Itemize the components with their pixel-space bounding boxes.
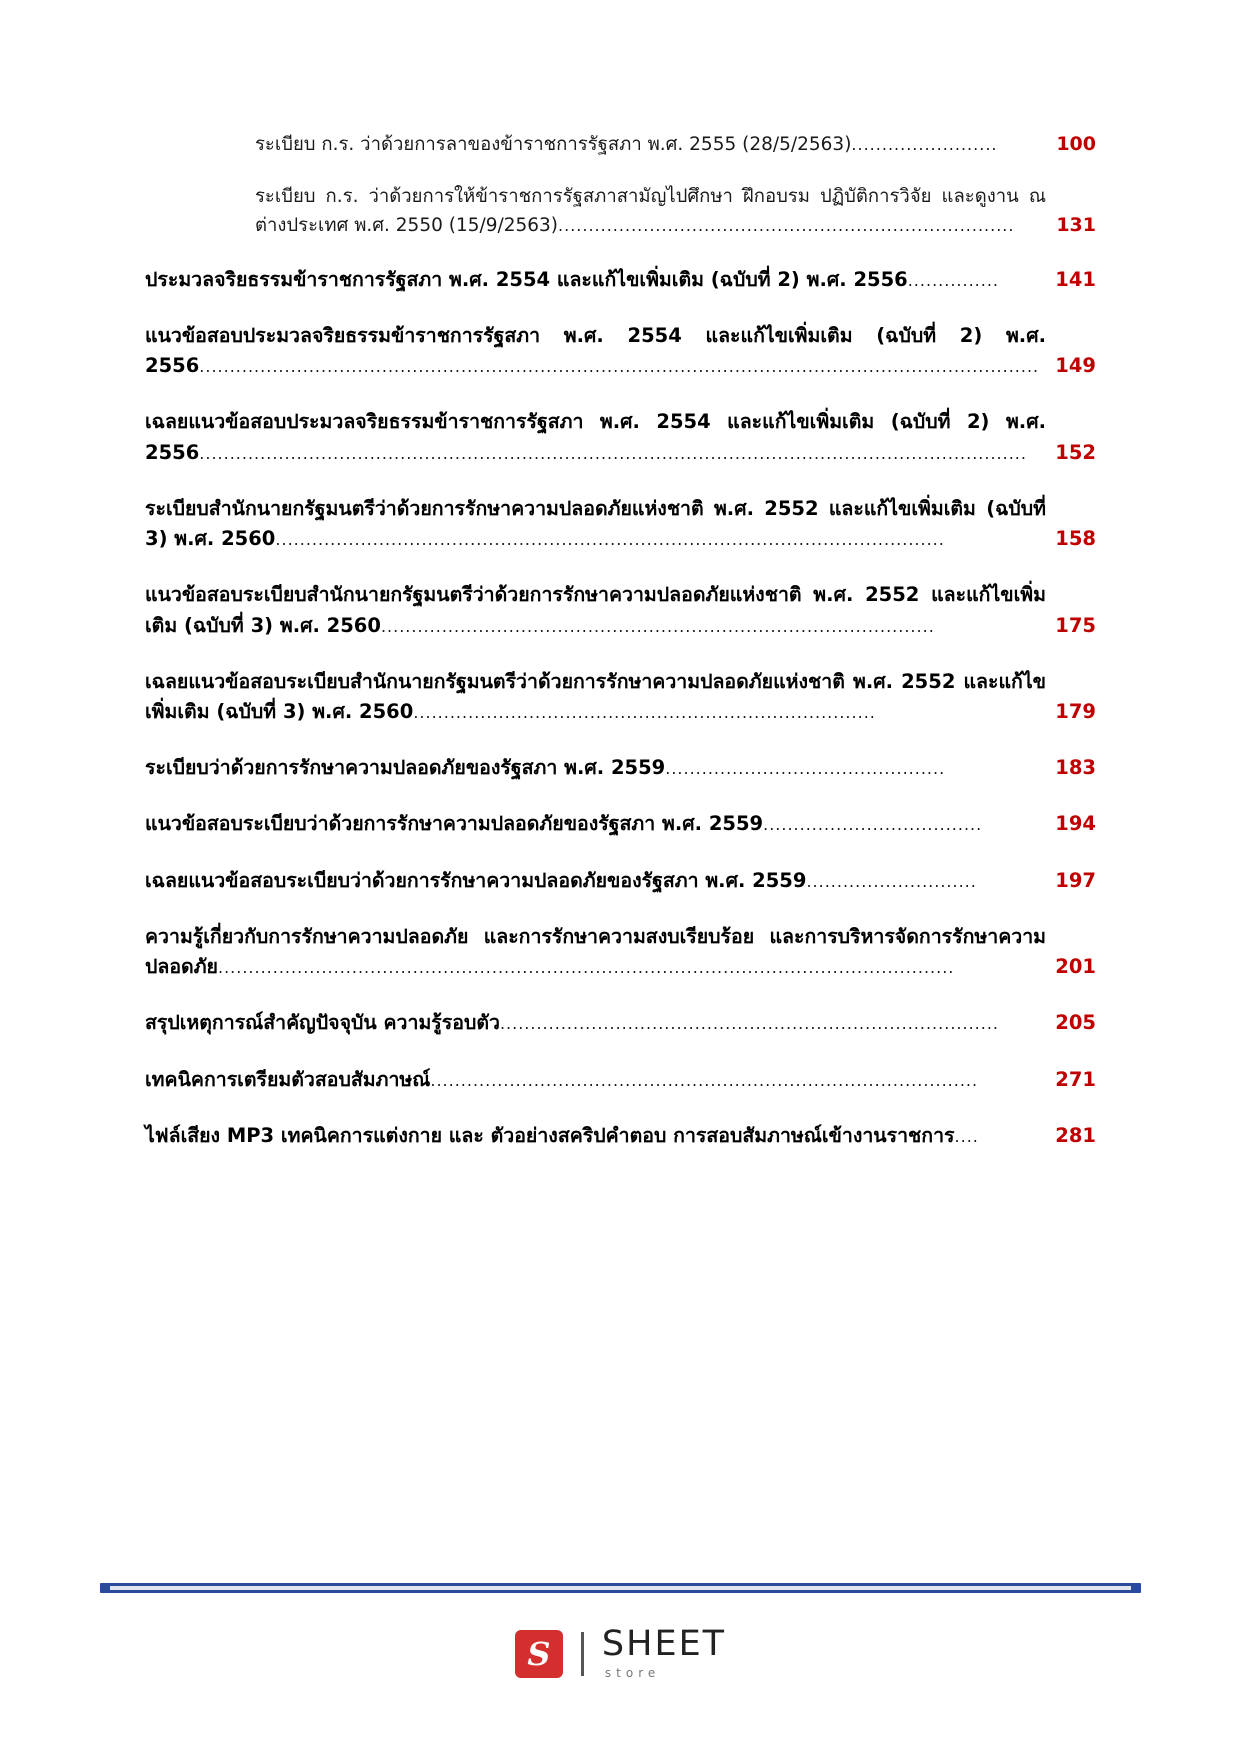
toc-entry-title: แนวข้อสอบระเบียบสำนักนายกรัฐมนตรีว่าด้วยการรักษาความปลอดภัยแห่งชาติ พ.ศ. 2552 และแก้ไขเพิ่มเติม (ฉบับที่ 3) พ.ศ. 2560	[145, 583, 1046, 637]
toc-leader-dots: ...........................................................................................	[380, 616, 935, 636]
toc-entry-text	[145, 1121, 1046, 1151]
toc-entry-text	[145, 580, 1046, 640]
toc-entry-page: 271	[1055, 1067, 1096, 1091]
toc-entry[interactable]	[145, 580, 1096, 640]
toc-entry-title: สรุปเหตุการณ์สำคัญปัจจุบัน ความรู้รอบตัว	[145, 1011, 500, 1035]
toc-entry-text	[145, 922, 1046, 982]
toc-leader-dots: ...........................................................................	[558, 216, 1015, 236]
toc-entry-page: 183	[1055, 756, 1096, 780]
toc-entry[interactable]	[145, 494, 1096, 554]
toc-entry-page: 201	[1055, 955, 1096, 979]
toc-entry-title: เฉลยแนวข้อสอบระเบียบสำนักนายกรัฐมนตรีว่าด้วยการรักษาความปลอดภัยแห่งชาติ พ.ศ. 2552 และแก้ไขเพิ่มเติม (ฉบับที่ 3) พ.ศ. 2560	[145, 669, 1046, 723]
toc-entry-page: 197	[1055, 868, 1096, 892]
toc-entry-text	[145, 866, 1046, 896]
toc-leader-dots: ............................	[806, 871, 977, 891]
toc-leader-dots: ............................................................................	[413, 702, 876, 722]
toc-entry-text	[255, 131, 1046, 160]
toc-entry-page: 152	[1055, 440, 1096, 464]
toc-entry-text	[145, 407, 1046, 467]
toc-entry-page: 205	[1055, 1011, 1096, 1035]
toc-leader-dots: ..........................................................................................	[430, 1070, 979, 1090]
footer-rule-highlight	[110, 1586, 1131, 1590]
toc-entry-title: ความรู้เกี่ยวกับการรักษาความปลอดภัย และการรักษาความสงบเรียบร้อย และการบริหารจัดการรักษาความปลอดภัย	[145, 924, 1046, 979]
toc-entry[interactable]	[145, 407, 1096, 467]
sheet-store-logo-icon	[515, 1630, 563, 1678]
toc-entry-title: แนวข้อสอบระเบียบว่าด้วยการรักษาความปลอดภัยของรัฐสภา พ.ศ. 2559	[145, 812, 764, 836]
toc-entry-text	[145, 321, 1046, 381]
toc-entry-title: ไฟล์เสียง MP3 เทคนิคการแต่งกาย และ ตัวอย่างสคริปคำตอบ การสอบสัมภาษณ์เข้างานราชการ	[145, 1123, 955, 1147]
toc-entry-text	[145, 1065, 1046, 1095]
toc-leader-dots: ........................................................................................................................................	[199, 443, 1027, 463]
toc-entry[interactable]	[145, 265, 1096, 295]
toc-entry-page: 131	[1056, 214, 1096, 237]
toc-entry[interactable]	[145, 922, 1096, 982]
toc-entry-title: เฉลยแนวข้อสอบประมวลจริยธรรมข้าราชการรัฐสภา พ.ศ. 2554 และแก้ไขเพิ่มเติม (ฉบับที่ 2) พ.ศ. 2556	[145, 410, 1046, 464]
toc-entry[interactable]	[145, 667, 1096, 727]
logo-title: SHEET	[601, 1624, 727, 1664]
brand-logo	[0, 1624, 1241, 1680]
logo-letter: S	[527, 1634, 551, 1673]
toc-entry-title: เทคนิคการเตรียมตัวสอบสัมภาษณ์	[145, 1067, 431, 1091]
toc-leader-dots: ........................	[851, 134, 998, 154]
toc-entry-text	[145, 1008, 1046, 1038]
toc-entry[interactable]	[145, 321, 1096, 381]
toc-entry-title: ระเบียบสำนักนายกรัฐมนตรีว่าด้วยการรักษาความปลอดภัยแห่งชาติ พ.ศ. 2552 และแก้ไขเพิ่มเติม (ฉบับที่ 3) พ.ศ. 2560	[145, 496, 1046, 551]
toc-entry-title: เฉลยแนวข้อสอบระเบียบว่าด้วยการรักษาความปลอดภัยของรัฐสภา พ.ศ. 2559	[145, 868, 807, 892]
toc-entry[interactable]	[145, 1121, 1096, 1151]
toc-entry-page: 100	[1056, 133, 1096, 155]
toc-entry-text	[145, 667, 1046, 727]
toc-entry-text	[145, 753, 1046, 783]
toc-entry-page: 194	[1055, 812, 1096, 836]
toc-entry[interactable]	[145, 1008, 1096, 1038]
toc-leader-dots: ....	[954, 1126, 979, 1146]
toc-entry[interactable]	[145, 809, 1096, 839]
table-of-contents	[145, 130, 1096, 1151]
page-footer	[0, 1555, 1241, 1755]
toc-leader-dots: ..............................................................................................................	[275, 530, 945, 550]
toc-entry-text	[145, 494, 1046, 554]
toc-leader-dots: ...............	[907, 270, 1000, 290]
toc-leader-dots: ..................................................................................	[499, 1014, 999, 1034]
toc-entry[interactable]	[145, 183, 1096, 240]
toc-entry-page: 179	[1055, 699, 1096, 723]
toc-entry-title: ระเบียบ ก.ร. ว่าด้วยการลาของข้าราชการรัฐสภา พ.ศ. 2555 (28/5/2563)	[255, 133, 852, 155]
toc-entry-page: 175	[1055, 613, 1096, 637]
toc-entry-title: แนวข้อสอบประมวลจริยธรรมข้าราชการรัฐสภา พ.ศ. 2554 และแก้ไขเพิ่มเติม (ฉบับที่ 2) พ.ศ. 2556	[145, 324, 1046, 378]
toc-leader-dots: .........................................................................................................................	[217, 958, 955, 978]
toc-entry-page: 141	[1055, 267, 1096, 291]
toc-entry[interactable]	[145, 753, 1096, 783]
toc-leader-dots: ..............................................	[665, 759, 946, 779]
logo-divider	[581, 1632, 584, 1676]
toc-entry[interactable]	[145, 866, 1096, 896]
toc-entry-text	[145, 809, 1046, 839]
toc-leader-dots: ..........................................................................................................................................	[199, 357, 1040, 377]
toc-entry-page: 158	[1055, 527, 1096, 551]
toc-leader-dots: ....................................	[763, 815, 983, 835]
toc-entry-page: 281	[1055, 1123, 1096, 1147]
logo-subtitle: store	[604, 1666, 661, 1680]
logo-text	[601, 1624, 727, 1680]
toc-entry-text	[145, 265, 1046, 295]
toc-entry-title: ประมวลจริยธรรมข้าราชการรัฐสภา พ.ศ. 2554 และแก้ไขเพิ่มเติม (ฉบับที่ 2) พ.ศ. 2556	[145, 267, 908, 291]
toc-entry[interactable]	[145, 1065, 1096, 1095]
toc-entry-text	[255, 183, 1046, 240]
toc-entry[interactable]	[145, 130, 1096, 159]
toc-entry-title: ระเบียบว่าด้วยการรักษาความปลอดภัยของรัฐสภา พ.ศ. 2559	[145, 756, 666, 780]
toc-entry-page: 149	[1055, 354, 1096, 378]
toc-entry-title: ระเบียบ ก.ร. ว่าด้วยการให้ข้าราชการรัฐสภาสามัญไปศึกษา ฝึกอบรม ปฏิบัติการวิจัย และดูงาน ณ ต่างประเทศ พ.ศ. 2550 (15/9/2563)	[255, 186, 1046, 237]
